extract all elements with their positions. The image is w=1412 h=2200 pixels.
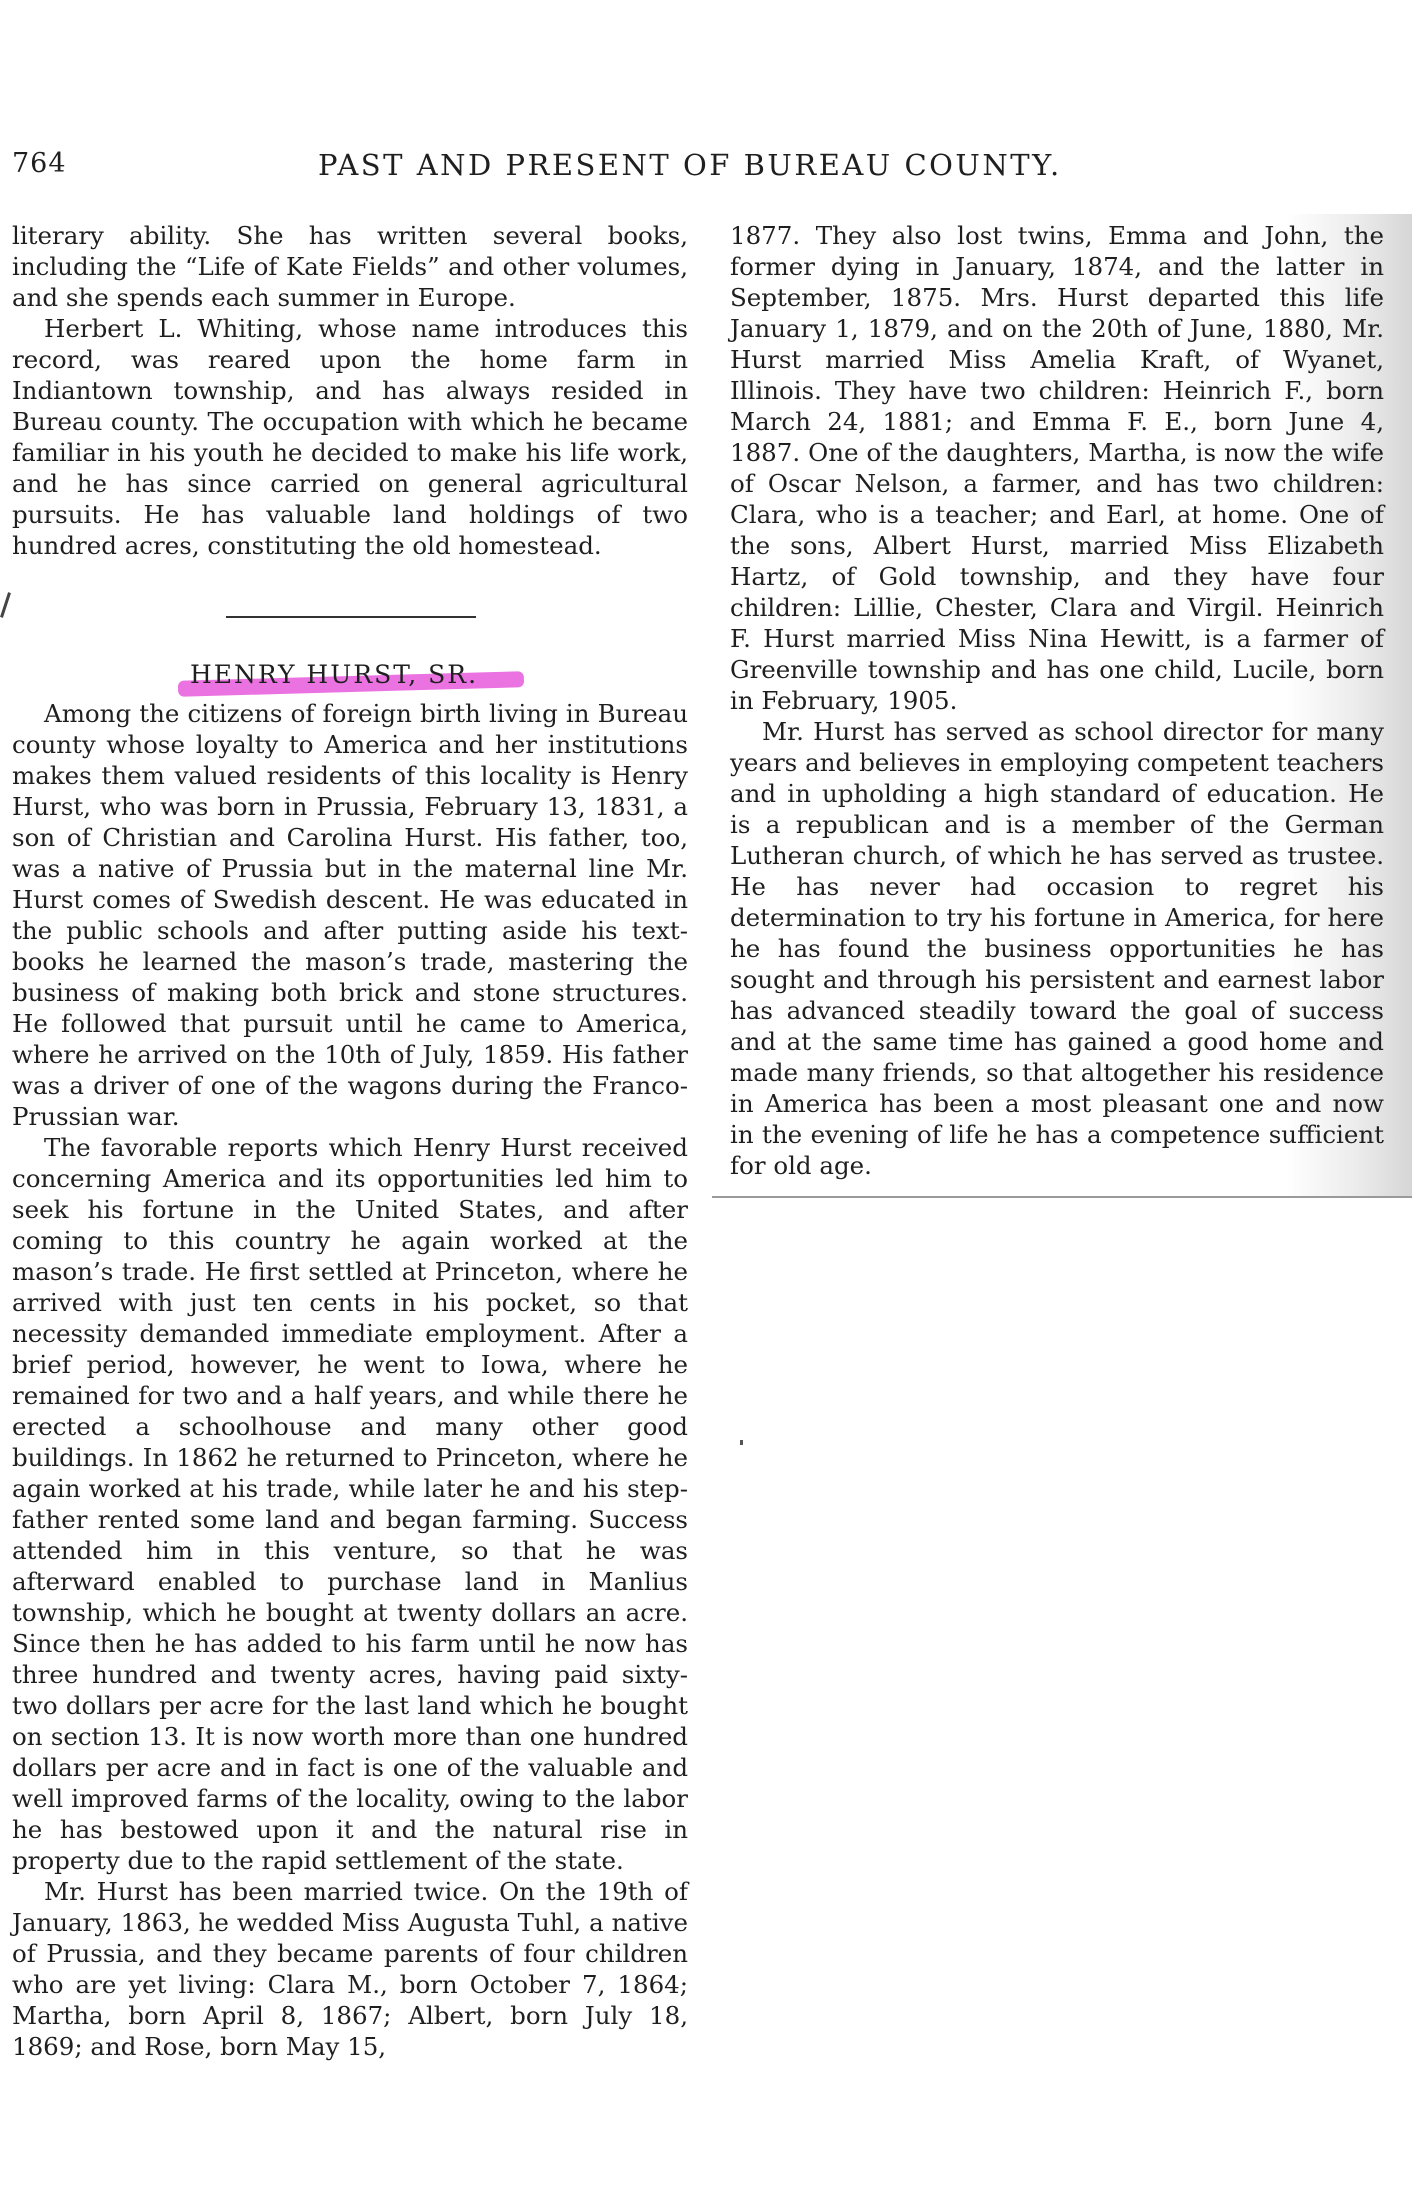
left-column-entry-body bbox=[12, 698, 688, 2062]
right-column-entry-continuation bbox=[730, 220, 1384, 1181]
page-number: 764 bbox=[12, 148, 67, 179]
stray-ink-dot bbox=[740, 1440, 743, 1445]
left-column-previous-entry bbox=[12, 220, 688, 561]
section-divider bbox=[226, 616, 476, 618]
page-header bbox=[0, 148, 1412, 188]
paragraph: Mr. Hurst has been married twice. On the 19th of January, 1863, he wedded Miss Augusta Tuhl, a native of Prussia, and they became parents of four children who are yet living: Clara M., born October 7, 1864; Martha, born April 8, 1867; Albert, born July 18, 1869; and Rose, born May 15, bbox=[12, 1877, 688, 2061]
running-title: PAST AND PRESENT OF BUREAU COUNTY. bbox=[318, 148, 1062, 182]
stray-pen-mark bbox=[0, 592, 11, 618]
entry-title: HENRY HURST, SR. bbox=[190, 660, 479, 689]
paragraph: The favorable reports which Henry Hurst received concerning America and its opportunities led him to seek his fortune in the United States, and after coming to this country he again worked at the mason’s trade. He first settled at Princeton, where he arrived with just ten cents in his pocket, so that necessity demanded immediate employment. After a brief period, however, he went to Iowa, where he remained for two and a half years, and while there he erected a schoolhouse and many other good buildings. In 1862 he returned to Princeton, where he again worked at his trade, while later he and his step-father rented some land and began farming. Success attended him in this venture, so that he was afterward enabled to purchase land in Manlius township, which he bought at twenty dollars an acre. Since then he has added to his farm until he now has three hundred and twenty acres, having paid sixty-two dollars per acre for the last land which he bought on section 13. It is now worth more than one hundred dollars per acre and in fact is one of the valuable and well improved farms of the locality, owing to the labor he has bestowed upon it and the natural rise in property due to the rapid settlement of the state. bbox=[12, 1133, 688, 1875]
paragraph: literary ability. She has written several books, including the “Life of Kate Fields” and other volumes, and she spends each summer in Europe. bbox=[12, 221, 688, 312]
paragraph: 1877. They also lost twins, Emma and John, the former dying in January, 1874, and the latter in September, 1875. Mrs. Hurst departed this life January 1, 1879, and on the 20th of June, 1880, Mr. Hurst married Miss Amelia Kraft, of Wyanet, Illinois. They have two children: Heinrich F., born March 24, 1881; and Emma F. E., born June 4, 1887. One of the daughters, Martha, is now the wife of Oscar Nelson, a farmer, and has two children: Clara, who is a teacher; and Earl, at home. One of the sons, Albert Hurst, married Miss Elizabeth Hartz, of Gold township, and they have four children: Lillie, Chester, Clara and Virgil. Heinrich F. Hurst married Miss Nina Hewitt, is a farmer of Greenville township and has one child, Lucile, born in February, 1905. bbox=[730, 221, 1384, 715]
paragraph: Herbert L. Whiting, whose name introduces this record, was reared upon the home farm in Indiantown township, and has always resided in Bureau county. The occupation with which he became familiar in his youth he decided to make his life work, and he has since carried on general agricultural pursuits. He has valuable land holdings of two hundred acres, constituting the old homestead. bbox=[12, 314, 688, 560]
paragraph: Mr. Hurst has served as school director for many years and believes in employing competent teachers and in upholding a high standard of education. He is a republican and is a member of the German Lutheran church, of which he has served as trustee. He has never had occasion to regret his determination to try his fortune in America, for here he has found the business opportunities he has sought and through his persistent and earnest labor has advanced steadily toward the goal of success and at the same time has gained a good home and made many friends, so that altogether his residence in America has been a most pleasant one and now in the evening of life he has a competence sufficient for old age. bbox=[730, 717, 1384, 1180]
paragraph: Among the citizens of foreign birth living in Bureau county whose loyalty to America and her institutions makes them valued residents of this locality is Henry Hurst, who was born in Prussia, February 13, 1831, a son of Christian and Carolina Hurst. His father, too, was a native of Prussia but in the maternal line Mr. Hurst comes of Swedish descent. He was educated in the public schools and after putting aside his text-books he learned the mason’s trade, mastering the business of making both brick and stone structures. He followed that pursuit until he came to America, where he arrived on the 10th of July, 1859. His father was a driver of one of the wagons during the Franco-Prussian war. bbox=[12, 699, 688, 1131]
